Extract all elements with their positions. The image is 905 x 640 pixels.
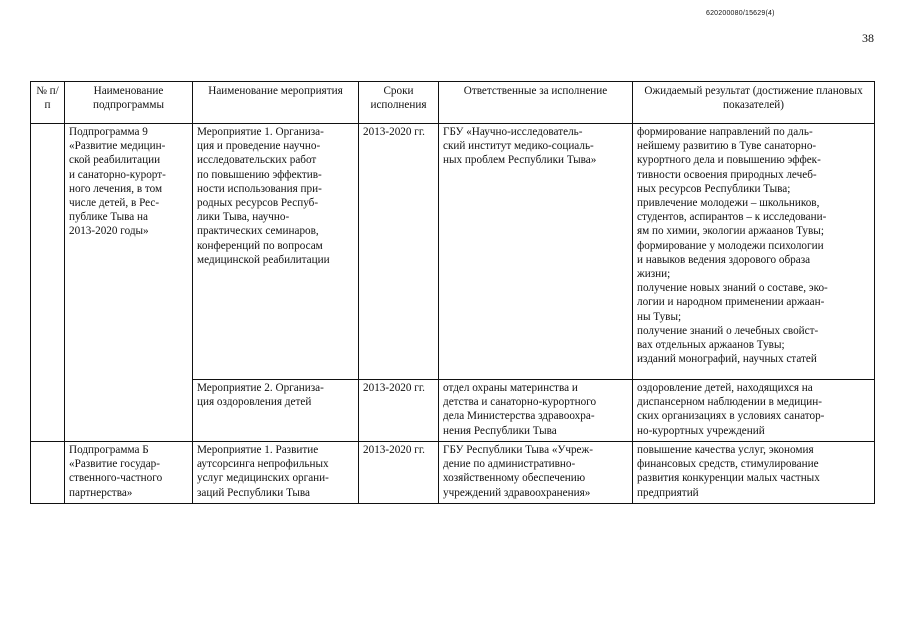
table-row xyxy=(31,124,875,380)
header-responsible: Ответственные за исполнение xyxy=(439,82,633,124)
program-table xyxy=(30,81,875,504)
table-header-row xyxy=(31,82,875,124)
activity-name-cell: Мероприятие 1. Развитие аутсорсинга непрофильных услуг медицинских органи- заций Республики Тыва xyxy=(193,442,359,504)
document-id: 620200080/15629(4) xyxy=(706,10,775,17)
subprogram-name-cell: Подпрограмма 9 «Развитие медицин- ской реабилитации и санаторно-курорт- ного лечения, в том числе детей, в Рес- публике Тыва на 2013-2020 годы» xyxy=(65,124,193,442)
activity-name-cell: Мероприятие 2. Организа- ция оздоровления детей xyxy=(193,380,359,442)
header-result: Ожидаемый результат (достижение плановых показателей) xyxy=(633,82,875,124)
responsible-cell: отдел охраны материнства и детства и санаторно-курортного дела Министерства здравоохра- нения Республики Тыва xyxy=(439,380,633,442)
result-cell: формирование направлений по даль- нейшему развитию в Туве санаторно- курортного дела и повышению эффек- тивности освоения природных лечеб- ных ресурсов Республики Тыва; привлечение молодежи – школьников, студентов, аспирантов – к исследовани- ям по химии, экологии аржаанов Тувы; формирование у молодежи психологии и навыков ведения здорового образа жизни; получение новых знаний о составе, эко- логии и народном применении аржаан- ны Тувы; получение знаний о лечебных свойст- вах отдельных аржаанов Тувы; изданий монографий, научных статей xyxy=(633,124,875,380)
period-cell: 2013-2020 гг. xyxy=(359,124,439,380)
responsible-cell: ГБУ Республики Тыва «Учреж- дение по административно- хозяйственному обеспечению учреждений здравоохранения» xyxy=(439,442,633,504)
header-num: № п/п xyxy=(31,82,65,124)
period-cell: 2013-2020 гг. xyxy=(359,442,439,504)
header-activity: Наименование мероприятия xyxy=(193,82,359,124)
row-num-cell xyxy=(31,442,65,504)
row-num-cell xyxy=(31,124,65,442)
result-cell: оздоровление детей, находящихся на диспансерном наблюдении в медицин- ских организациях в условиях санатор- но-курортных учреждений xyxy=(633,380,875,442)
table-row xyxy=(31,442,875,504)
subprogram-name-cell: Подпрограмма Б «Развитие государ- ственного-частного партнерства» xyxy=(65,442,193,504)
header-subprogram: Наименование подпрограммы xyxy=(65,82,193,124)
activity-name-cell: Мероприятие 1. Организа- ция и проведение научно- исследовательских работ по повышению эффектив- ности использования при- родных ресурсов Респуб- лики Тыва, научно- практических семинаров, конференций по вопросам медицинской реабилитации xyxy=(193,124,359,380)
page-number: 38 xyxy=(862,31,874,45)
period-cell: 2013-2020 гг. xyxy=(359,380,439,442)
header-period: Сроки исполнения xyxy=(359,82,439,124)
responsible-cell: ГБУ «Научно-исследователь- ский институт медико-социаль- ных проблем Республики Тыва» xyxy=(439,124,633,380)
result-cell: повышение качества услуг, экономия финансовых средств, стимулирование развития конкуренции малых частных предприятий xyxy=(633,442,875,504)
